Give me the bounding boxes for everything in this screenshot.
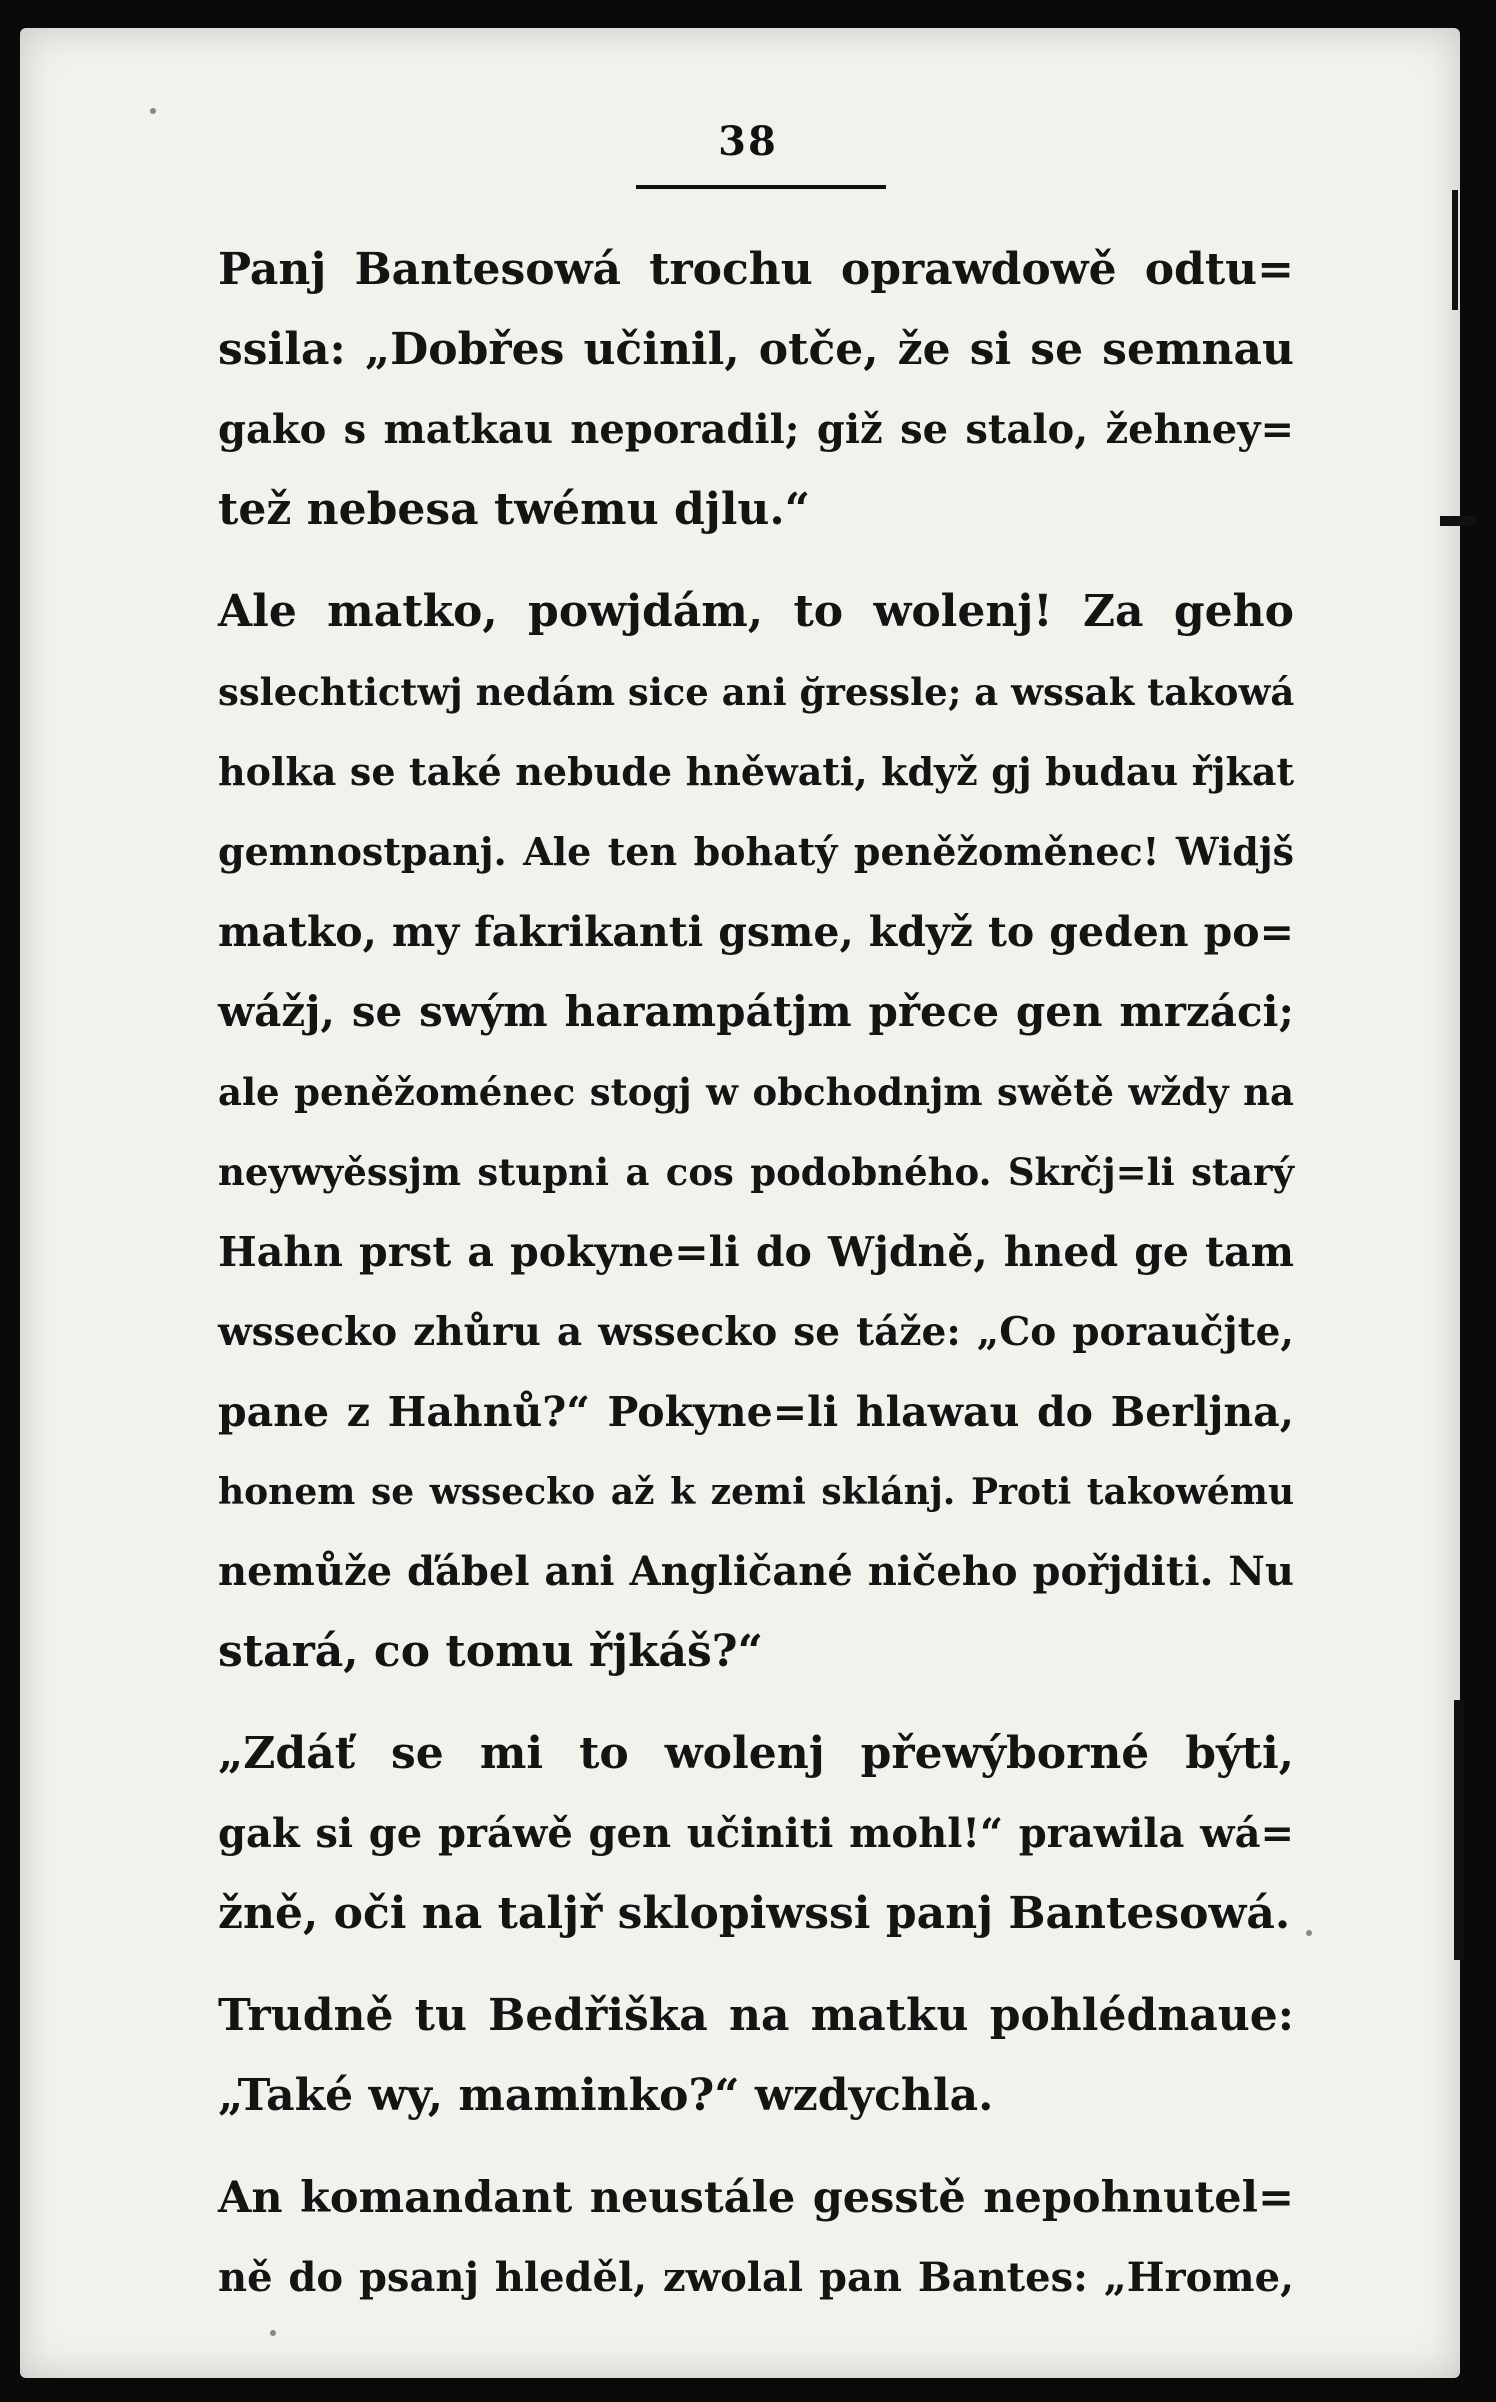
text-line: sslechtictwj nedám sice ani ğresslе; a wssak takowá xyxy=(218,670,1295,714)
paragraph-gap xyxy=(218,550,1294,572)
text-line: wážj, se swým harampátjm přece gen mrzáci; xyxy=(218,987,1294,1036)
text-line: žně, oči na taljř sklopiwssi panj Bantesowá. xyxy=(218,1888,1291,1939)
text-line: neywyěssjm stupni a cos podobného. Skrčj=li starý xyxy=(218,1150,1294,1194)
text-line: gako s matkau neporadil; giž se stalo, žehney= xyxy=(218,406,1294,453)
text-line: holka se také nebude hněwati, když gj budau řjkat xyxy=(218,749,1294,794)
text-line: gak si ge práwě gen učiniti mohl!“ prawila wá= xyxy=(218,1810,1294,1857)
dust-speck xyxy=(150,108,156,114)
text-line: „Zdáť se mi to wolenj přewýborné býti, xyxy=(218,1728,1294,1779)
paragraph xyxy=(218,230,1294,550)
text-line: Hahn prst a pokyne=li do Wjdně, hned ge tam xyxy=(218,1228,1294,1276)
text-line: tež nebesa twému djlu.“ xyxy=(218,484,811,535)
paragraph-gap xyxy=(218,1692,1294,1714)
page-number: 38 xyxy=(718,118,778,165)
text-line: Panj Bantesowá trochu oprawdowě odtu= xyxy=(218,244,1294,295)
margin-mark-middle xyxy=(1440,516,1476,526)
paragraph-gap xyxy=(218,1954,1294,1976)
text-line: „Také wy, maminko?“ wzdychla. xyxy=(218,2070,994,2121)
text-line: stará, co tomu řjkáš?“ xyxy=(218,1626,763,1677)
text-line: An komandant neustále gesstě nepohnutel= xyxy=(218,2173,1294,2223)
margin-mark-top xyxy=(1452,190,1458,310)
text-line: ale peněžoménec stogj w obchodnjm swětě wždy na xyxy=(218,1070,1294,1114)
header-rule xyxy=(636,185,886,189)
text-line: nemůže ďábel ani Angličané ničeho pořjditi. Nu xyxy=(218,1548,1294,1595)
text-line: gemnostpanj. Ale ten bohatý peněžoměnec! Widjš xyxy=(218,829,1294,874)
paragraph xyxy=(218,572,1294,1692)
paragraph-gap xyxy=(218,2136,1294,2158)
text-line: Trudně tu Bedřiška na matku pohlédnaue: xyxy=(218,1990,1294,2041)
paragraph xyxy=(218,1976,1294,2136)
text-line: Ale matko, powjdám, to wolenj! Za geho xyxy=(218,586,1294,637)
margin-mark-lower xyxy=(1454,1700,1464,1960)
dust-speck xyxy=(270,2330,276,2336)
text-line: matko, my fakrikanti gsme, když to geden po= xyxy=(218,908,1294,956)
text-line: pane z Hahnů?“ Pokyne=li hlawau do Berljna, xyxy=(218,1388,1294,1436)
paragraph xyxy=(218,1714,1294,1954)
text-line: wssecko zhůru a wssecko se táže: „Co poraučjte, xyxy=(218,1309,1294,1355)
paragraph xyxy=(218,2158,1294,2318)
dust-speck xyxy=(1306,1930,1312,1936)
text-line: ně do psanj hleděl, zwolal pan Bantes: „Hrome, xyxy=(218,2254,1294,2301)
text-line: honem se wssecko až k zemi sklánj. Proti takowému xyxy=(218,1471,1294,1513)
text-line: ssila: „Dobřes učinil, otče, že si se semnau xyxy=(218,324,1294,375)
body-text xyxy=(218,230,1294,2318)
